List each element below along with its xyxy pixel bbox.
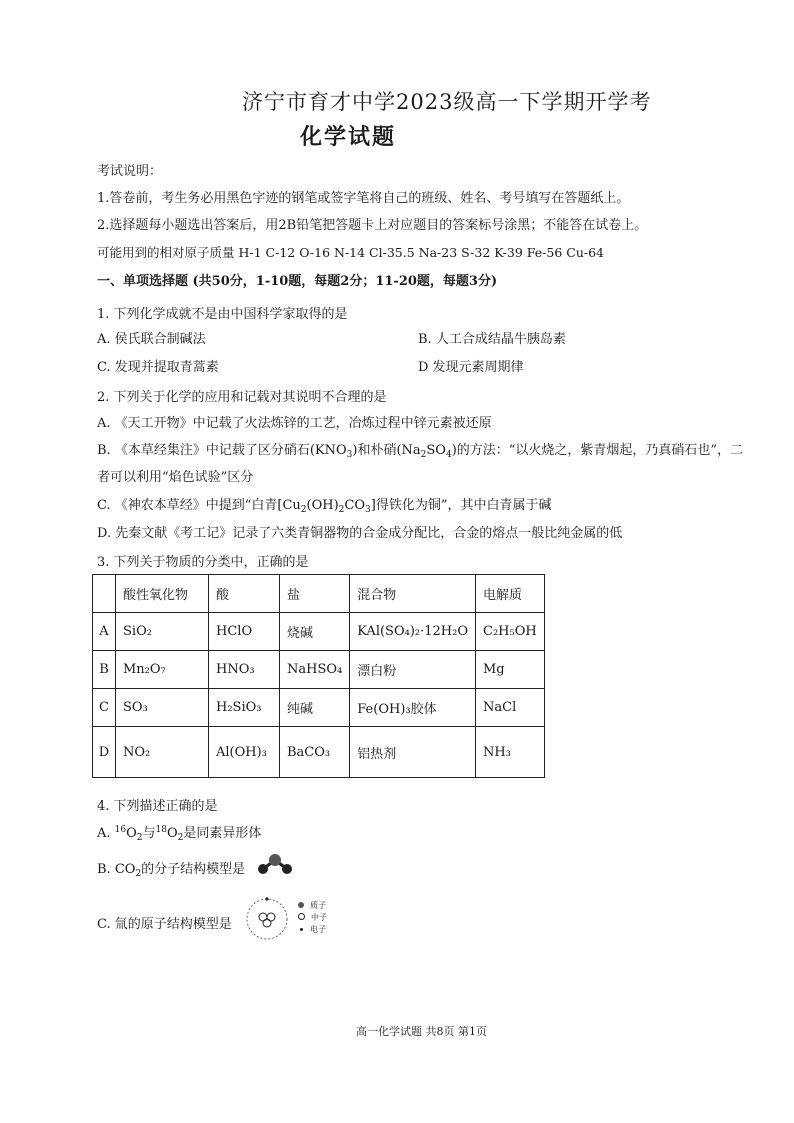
q4-option-c: C. 氚的原子结构模型是 bbox=[97, 917, 232, 932]
table-cell: Al(OH)₃ bbox=[209, 727, 280, 778]
page-footer: 高一化学试题 共8页 第1页 bbox=[356, 1025, 487, 1038]
q2-stem: 2. 下列关于化学的应用和记载对其说明不合理的是 bbox=[97, 390, 387, 405]
table-cell: 铝热剂 bbox=[350, 727, 476, 778]
table-cell: 漂白粉 bbox=[350, 651, 476, 689]
header-acid: 酸 bbox=[209, 575, 280, 613]
q4-option-b: B. $CO_2$的分子结构模型是 bbox=[97, 862, 246, 879]
row-label: B bbox=[93, 651, 116, 689]
table-cell: HNO₃ bbox=[209, 651, 280, 689]
table-cell: 纯碱 bbox=[280, 689, 350, 727]
q2-option-a: A. 《天工开物》中记载了火法炼锌的工艺，冶炼过程中锌元素被还原 bbox=[97, 416, 492, 431]
exam-subtitle: 化学试题 bbox=[300, 124, 397, 150]
table-cell: Fe(OH)₃胶体 bbox=[350, 689, 476, 727]
q1-option-d: D 发现元素周期律 bbox=[418, 360, 524, 375]
q1-option-c: C. 发现并提取青蒿素 bbox=[97, 360, 219, 375]
legend-electron: 电子 bbox=[298, 924, 327, 936]
table-row bbox=[93, 689, 545, 727]
legend-proton: 质子 bbox=[298, 900, 327, 912]
section-heading: 一、单项选择题 (共50分，1-10题，每题2分；11-20题，每题3分) bbox=[97, 274, 498, 289]
table-header-row bbox=[93, 575, 545, 613]
table-cell: NH₃ bbox=[476, 727, 545, 778]
co2-model-image bbox=[255, 852, 295, 876]
q1-option-b: B. 人工合成结晶牛胰岛素 bbox=[418, 332, 566, 347]
table-cell: H₂SiO₃ bbox=[209, 689, 280, 727]
q2-option-b: B. 《本草经集注》中记载了区分硝石$(KNO_3)$和朴硝$(Na_2SO_4)$的方法：“以火烧之，紫青烟起，乃真硝石也”，二 bbox=[97, 443, 744, 460]
legend-neutron: 中子 bbox=[298, 912, 327, 924]
atom-legend bbox=[298, 900, 327, 936]
classification-table bbox=[92, 574, 545, 778]
table-cell: C₂H₅OH bbox=[476, 613, 545, 651]
q1-stem: 1. 下列化学成就不是由中国科学家取得的是 bbox=[97, 307, 348, 322]
atomic-masses: 可能用到的相对原子质量 H-1 C-12 O-16 N-14 Cl-35.5 Na-23 S-32 K-39 Fe-56 Cu-64 bbox=[97, 245, 605, 260]
row-label: C bbox=[93, 689, 116, 727]
header-salt: 盐 bbox=[280, 575, 350, 613]
q1-option-a: A. 侯氏联合制碱法 bbox=[97, 332, 206, 347]
table-cell: KAl(SO₄)₂·12H₂O bbox=[350, 613, 476, 651]
q3-stem: 3. 下列关于物质的分类中，正确的是 bbox=[97, 555, 309, 570]
table-row bbox=[93, 727, 545, 778]
q2-option-c: C. 《神农本草经》中提到“白青$[Cu_2(OH)_2CO_3]$得铁化为铜”，其中白青属于碱 bbox=[97, 498, 552, 515]
header-acidic-oxide: 酸性氧化物 bbox=[116, 575, 209, 613]
header-electrolyte: 电解质 bbox=[476, 575, 545, 613]
header-mixture: 混合物 bbox=[350, 575, 476, 613]
table-row bbox=[93, 651, 545, 689]
table-cell: 烧碱 bbox=[280, 613, 350, 651]
row-label: A bbox=[93, 613, 116, 651]
q2-option-b-line2: 者可以利用“焰色试验”区分 bbox=[97, 470, 254, 485]
instruction-line-1: 1.答卷前，考生务必用黑色字迹的钢笔或签字笔将自己的班级、姓名、考号填写在答题纸上。 bbox=[97, 191, 630, 206]
table-cell: Mg bbox=[476, 651, 545, 689]
table-row bbox=[93, 613, 545, 651]
table-cell: Mn₂O₇ bbox=[116, 651, 209, 689]
q4-option-a: A. $^{16}O_2$与$^{18}O_2$是同素异形体 bbox=[97, 825, 262, 843]
table-cell: NaCl bbox=[476, 689, 545, 727]
table-cell: HClO bbox=[209, 613, 280, 651]
table-cell: SO₃ bbox=[116, 689, 209, 727]
instruction-line-2: 2.选择题每小题选出答案后，用2B铅笔把答题卡上对应题目的答案标号涂黑；不能答在试卷上。 bbox=[97, 218, 648, 233]
table-corner bbox=[93, 575, 116, 613]
table-cell: SiO₂ bbox=[116, 613, 209, 651]
instructions-heading: 考试说明： bbox=[97, 164, 163, 179]
table-cell: NaHSO₄ bbox=[280, 651, 350, 689]
q2-option-d: D. 先秦文献《考工记》记录了六类青铜器物的合金成分配比，合金的熔点一般比纯金属的低 bbox=[97, 526, 623, 541]
tritium-atom-model-image bbox=[244, 895, 290, 943]
table-cell: NO₂ bbox=[116, 727, 209, 778]
row-label: D bbox=[93, 727, 116, 778]
exam-title: 济宁市育才中学2023级高一下学期开学考 bbox=[242, 90, 652, 114]
table-cell: BaCO₃ bbox=[280, 727, 350, 778]
q4-stem: 4. 下列描述正确的是 bbox=[97, 799, 218, 814]
